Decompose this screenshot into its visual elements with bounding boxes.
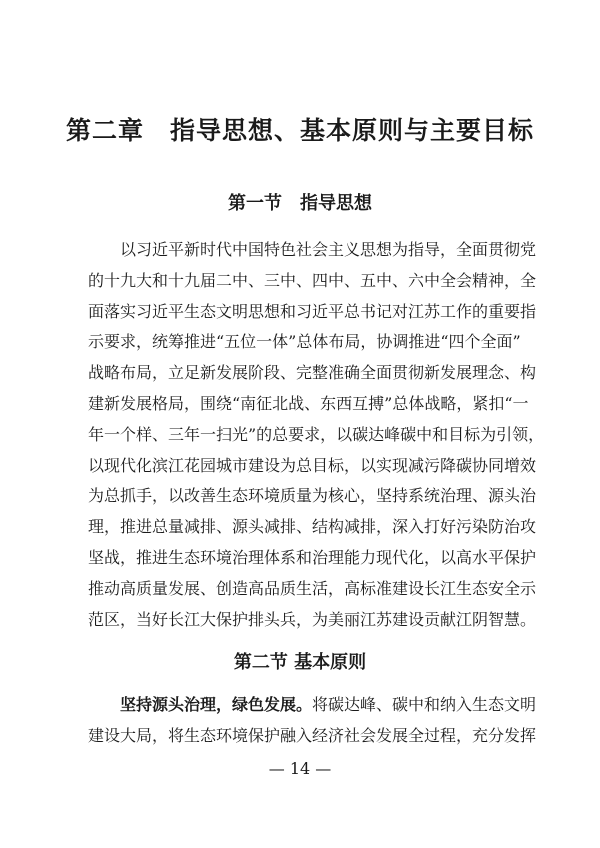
text-line: 以习近平新时代中国特色社会主义思想为指导，全面贯彻党 — [88, 240, 537, 259]
page-number: — 14 — — [268, 759, 332, 778]
section1-body — [88, 235, 545, 635]
section2-body — [88, 690, 537, 752]
text-line: 建新发展格局，围绕“南征北战、东西互搏”总体战略，紧扣“一 — [88, 393, 529, 413]
text-line: 战略布局，立足新发展阶段、完整准确全面贯彻新发展理念、构 — [88, 363, 537, 383]
text-line: 面落实习近平生态文明思想和习近平总书记对江苏工作的重要指 — [88, 301, 537, 321]
text-line: 示要求，统筹推进“五位一体”总体布局，协调推进“四个全面” — [88, 332, 521, 352]
text-line: 建设大局，将生态环境保护融入经济社会发展全过程，充分发挥 — [88, 725, 537, 745]
text-line — [88, 690, 537, 721]
text-line: 范区，当好长江大保护排头兵，为美丽江苏建设贡献江阴智慧。 — [88, 609, 537, 629]
text-line: 推动高质量发展、创造高品质生活，高标准建设长江生态安全示 — [88, 578, 537, 598]
section-title-basic-principles: 第二节 基本原则 — [233, 652, 367, 673]
text-line: 年一个样、三年一扫光”的总要求，以碳达峰碳中和目标为引领， — [88, 424, 545, 444]
text-line: 为总抓手，以改善生态环境质量为核心，坚持系统治理、源头治 — [88, 486, 537, 506]
text-line-rest: 将碳达峰、碳中和纳入生态文明 — [312, 695, 537, 714]
text-line: 以现代化滨江花园城市建设为总目标，以实现减污降碳协同增效 — [88, 455, 537, 475]
text-line: 理，推进总量减排、源头减排、结构减排，深入打好污染防治攻 — [88, 517, 537, 537]
chapter-title: 第二章 指导思想、基本原则与主要目标 — [65, 116, 534, 145]
text-line: 坚战，推进生态环境治理体系和治理能力现代化，以高水平保护 — [88, 547, 537, 567]
section-title-guiding-ideology: 第一节 指导思想 — [228, 193, 372, 214]
text-line: 的十九大和十九届二中、三中、四中、五中、六中全会精神，全 — [88, 270, 537, 290]
principle-heading: 坚持源头治理，绿色发展。 — [88, 695, 313, 714]
